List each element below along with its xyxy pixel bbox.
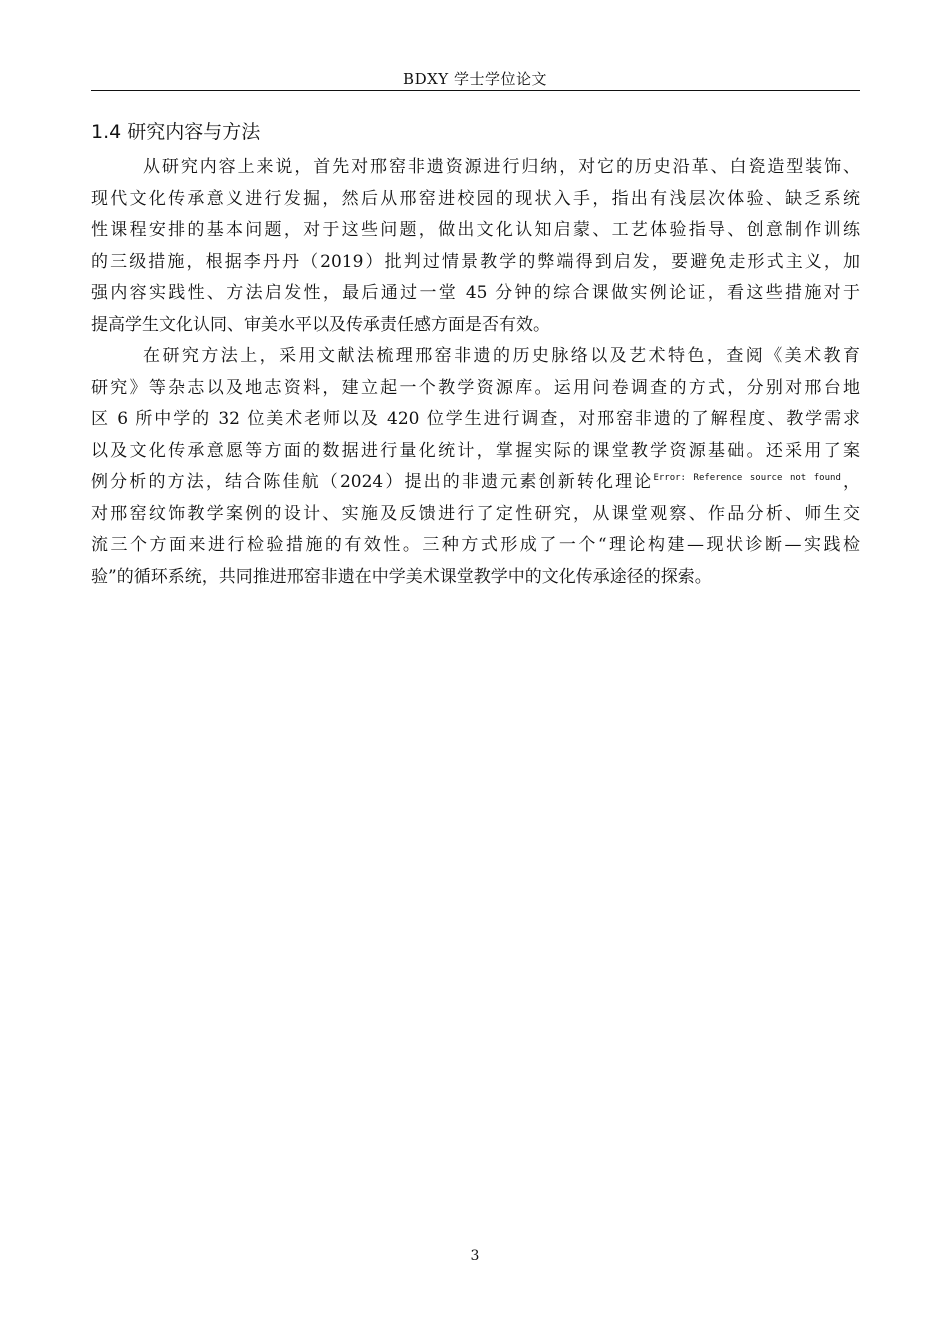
paragraph-line: 从研究内容上来说，首先对邢窑非遗资源进行归纳，对它的历史沿革、白瓷造型装饰、 [143,157,860,177]
paragraph-line: 区 6 所中学的 32 位美术老师以及 420 位学生进行调查，对邢窑非遗的了解程度、教学需求 [91,409,860,429]
header-rule [91,90,860,91]
paragraph-line: 强内容实践性、方法启发性，最后通过一堂 45 分钟的综合课做实例论证，看这些措施对于 [91,283,860,303]
paragraph-line: 以及文化传承意愿等方面的数据进行量化统计，掌握实际的课堂教学资源基础。还采用了案 [91,440,860,461]
paragraph-line: 现代文化传承意义进行发掘，然后从邢窑进校园的现状入手，指出有浅层次体验、缺乏系统 [91,188,860,209]
page-number: 3 [470,1248,480,1264]
header-title: BDXY 学士学位论文 [403,70,547,88]
paragraph-line: 在研究方法上，采用文献法梳理邢窑非遗的历史脉络以及艺术特色，查阅《美术教育 [143,346,860,366]
paragraph-line: 的三级措施，根据李丹丹（2019）批判过情景教学的弊端得到启发，要避免走形式主义，加 [91,251,860,272]
paragraph-content [91,152,860,341]
section-heading: 1.4 研究内容与方法 [91,121,261,143]
paragraph-line: 性课程安排的基本问题，对于这些问题，做出文化认知启蒙、工艺体验指导、创意制作训练 [91,220,860,240]
paragraph-line [91,467,860,499]
paragraph-line: 提高学生文化认同、审美水平以及传承责任感方面是否有效。 [91,314,550,335]
reference-error-text: Error: Reference source not found [653,473,841,483]
paragraph-line: 研究》等杂志以及地志资料，建立起一个教学资源库。运用问卷调查的方式，分别对邢台地 [91,377,860,398]
paragraph-line: 验”的循环系统，共同推进邢窑非遗在中学美术课堂教学中的文化传承途径的探索。 [91,566,712,587]
reference-trailing-comma: ， [840,472,860,492]
paragraph-line-text: 例分析的方法，结合陈佳航（2024）提出的非遗元素创新转化理论 [91,472,654,492]
paragraph-line: 流三个方面来进行检验措施的有效性。三种方式形成了一个“理论构建—现状诊断—实践检 [91,535,860,555]
paragraph-method [91,341,860,593]
paragraph-line: 对邢窑纹饰教学案例的设计、实施及反馈进行了定性研究，从课堂观察、作品分析、师生交 [91,503,860,524]
